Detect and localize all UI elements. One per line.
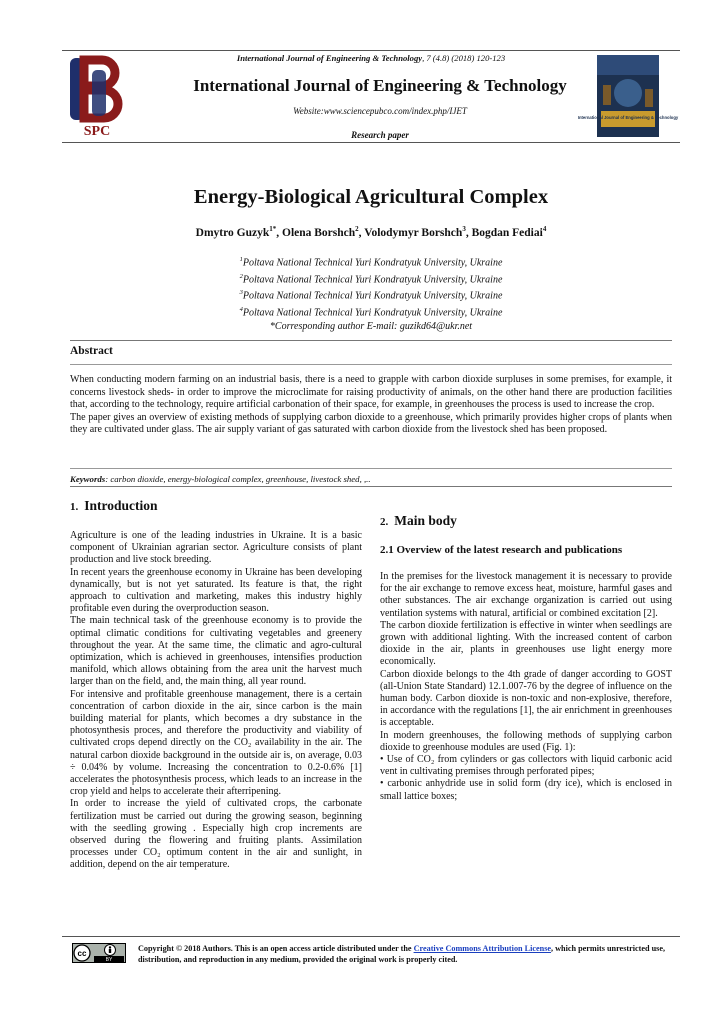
paper-title: Energy-Biological Agricultural Complex: [193, 186, 549, 208]
abstract-heading: Abstract: [70, 345, 113, 357]
affiliation: $^1$Poltava National Technical Yuri Kondratyuk University, Ukraine: [239, 256, 503, 269]
svg-text:cc: cc: [77, 949, 87, 958]
paragraph: For intensive and profitable greenhouse management, there is a certain concentration of carbon dioxide in the air, since carbon is the main building material for plants, which becomes a dry substance in the photosynthesis proces, and therefore the productivity and viability of cultivated crops depend directly on the CO₂ availability in the air. The natural carbon dioxide background in the outside air is, on average, 0.03 ÷ 0.04% by volume. Increasing the concentration to 0.2-0.6% [1] accelerates the photosynthesis process, which leads to an increase in the crop yield and helps to accelerate their afterripening.: [70, 688, 362, 798]
abstract-text: [70, 374, 672, 437]
footer-rule: [62, 936, 680, 937]
section-heading-main-body: 2. Main body: [380, 513, 457, 528]
cc-by-badge: [72, 943, 126, 963]
abstract-rule-top: [70, 340, 672, 341]
subsection-heading: 2.1 Overview of the latest research and publications: [380, 544, 623, 556]
introduction-body: [70, 530, 362, 872]
affiliation: $^2$Poltava National Technical Yuri Kondratyuk University, Ukraine: [239, 272, 503, 285]
journal-cover-image: [577, 55, 679, 137]
paper-type: Research paper: [351, 130, 409, 140]
publisher-logo: [62, 54, 132, 138]
author: Bogdan Fediai: [471, 226, 543, 239]
paragraph: In order to increase the yield of cultivated crops, the carbonate fertilization must be carried out during the growing season, beginning with the seedling growing . Especially high crop increments are observed during the flowering and fruiting plants. Assimilation processes under CO₂ optimum content in the air and sunlight, in addition, depend on the air temperature.: [70, 798, 362, 871]
main-body-text: [380, 571, 672, 803]
keywords: Keywords: carbon dioxide, energy-biological complex, greenhouse, livestock shed, ,..: [70, 474, 371, 484]
paragraph: In the premises for the livestock management it is necessary to provide for the air exchange to remove excess heat, moisture, harmful gases and other substances. The air exchange organization is carried out using ventilation systems with natural, artificial or combined excitation [2].: [380, 571, 672, 619]
journal-title: International Journal of Engineering & Technology: [193, 76, 567, 95]
journal-website: Website:www.sciencepubco.com/index.php/IJET: [293, 106, 467, 116]
license-link[interactable]: Creative Commons Attribution License: [413, 944, 552, 953]
paragraph: Carbon dioxide belongs to the 4th grade of danger according to GOST (all-Union State Standard) 12.1.007-76 by the degree of influence on the human body. Carbon dioxide is non-toxic and non-explosive, therefore, in accordance with the regulations [1], the air enrichment in greenhouses is acceptable.: [380, 668, 672, 729]
cc-label: BY: [105, 957, 113, 963]
abstract-paragraph: When conducting modern farming on an industrial basis, there is a need to grapple with carbon dioxide surpluses in some premises, for example, it concerns livestock sheds- in order to improve the microclimate for raising productivity of animals, on the other hand there are production facilities that, according to the technology, require artificial carbonation of their space, for example, in greenhouses the process is used to increase the crop.: [70, 374, 672, 411]
affiliations: [62, 253, 680, 333]
author: Olena Borshch: [282, 226, 356, 239]
logo-text: SPC: [83, 124, 111, 139]
cover-text: International Journal of Engineering & Technology: [577, 115, 679, 120]
paragraph: In recent years the greenhouse economy in Ukraine has been developing dynamically, but is not yet saturated. Its feature is that, the right approach to cultivation and marketing, makes this industry highly profitable even during the overproduction season.: [70, 566, 362, 615]
bullet-item: • carbonic anhydride use in solid form (dry ice), which is enclosed in small lattice boxes;: [380, 778, 672, 802]
header-rule-top: [62, 50, 680, 51]
paragraph: Agriculture is one of the leading industries in Ukraine. It is a basic component of Ukrainian agrarian sector. Agriculture consists of plant production and live stock breeding.: [70, 530, 362, 566]
author: Dmytro Guzyk: [195, 226, 270, 239]
abstract-paragraph: The paper gives an overview of existing methods of supplying carbon dioxide to a greenhouse, which primarily provides higher crops of plants when they are cultivated under glass. The air supply variant of gas saturated with carbon dioxide from the livestock shed has been proposed.: [70, 411, 672, 436]
bullet-item: • Use of CO₂ from cylinders or gas collectors with liquid carbonic acid vent in cultivating premises through perforated pipes;: [380, 754, 672, 778]
affiliation: $^3$Poltava National Technical Yuri Kondratyuk University, Ukraine: [239, 289, 503, 302]
corresponding-author: *Corresponding author E-mail: guzikd64@ukr.net: [269, 320, 473, 332]
citation-line: International Journal of Engineering & Technology, 7 (4.8) (2018) 120-123: [236, 53, 506, 63]
paragraph: The carbon dioxide fertilization is effective in winter when seedlings are grown with additional lighting. With the increased content of carbon dioxide in the air, plants in greenhouses use light energy more economically.: [380, 619, 672, 668]
abstract-rule-mid: [70, 364, 672, 365]
keywords-rule-bottom: [70, 486, 672, 487]
paragraph: The main technical task of the greenhouse economy is to provide the optimal climatic conditions for cultivating vegetables and greenery throughout the year. At the same time, the climatic and agro-cultural optimization, which is achieved in greenhouses, intensifies production manifold, which allows obtaining from the area unit the harvest much larger than on the field, and, the main thing, all year round.: [70, 615, 362, 688]
copyright-notice: Copyright © 2018 Authors. This is an open access article distributed under the Creative Commons Attribution License, which permits unrestricted use, distribution, and reproduction in any medium, provided the original work is properly cited.: [138, 944, 666, 964]
header-rule-bottom: [62, 142, 680, 143]
affiliation: $^4$Poltava National Technical Yuri Kondratyuk University, Ukraine: [239, 305, 503, 319]
paragraph: In modern greenhouses, the following methods of supplying carbon dioxide to greenhouse modules are used (Fig. 1):: [380, 729, 672, 753]
section-heading-introduction: 1. Introduction: [70, 498, 158, 513]
keywords-rule-top: [70, 468, 672, 469]
author: Volodymyr Borshch: [364, 226, 463, 239]
author-list: Dmytro Guzyk$^{1*}$, Olena Borshch$^2$, Volodymyr Borshch$^3$, Bogdan Fediai$^4$: [195, 225, 547, 239]
